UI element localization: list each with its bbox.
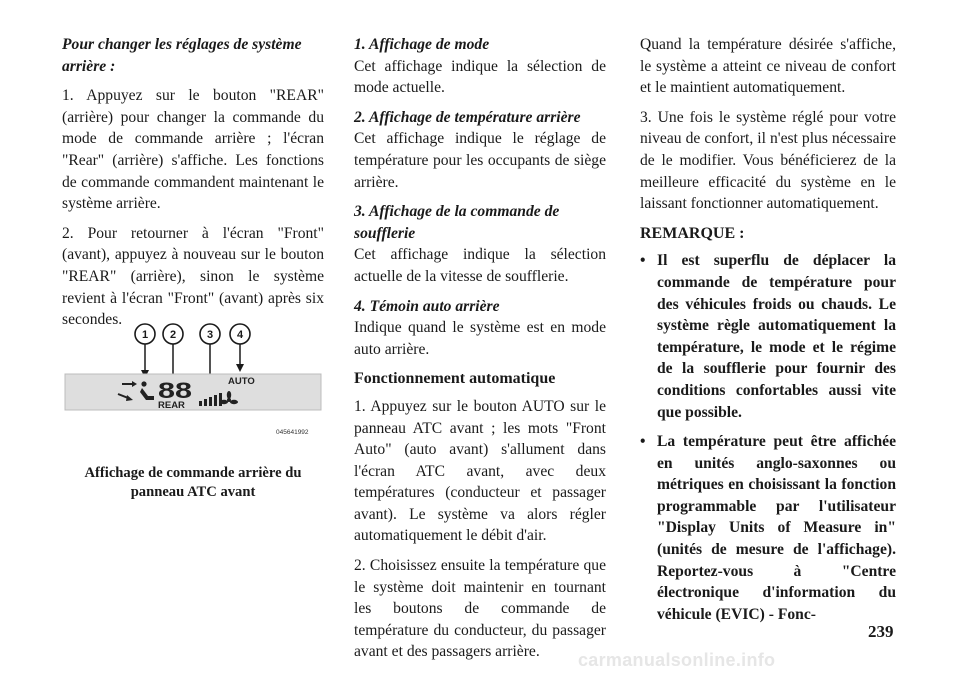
- svg-text:3: 3: [206, 329, 214, 341]
- svg-text:4: 4: [236, 329, 244, 341]
- callout-3: [200, 324, 220, 344]
- remark-list: [640, 250, 896, 625]
- legend-text: Indique quand le système est en mode auto arrière.: [354, 319, 606, 358]
- paragraph: Quand la température désirée s'affiche, le système a atteint ce niveau de confort et le maintient automatiquement.: [640, 36, 896, 97]
- paragraph: 2. Choisissez ensuite la température que le système doit maintenir en tournant les boutons de commande de température du conducteur, du passager avant et des passagers arrière.: [354, 557, 606, 661]
- callout-2: [163, 324, 183, 344]
- legend-heading: 4. Témoin auto arrière: [354, 297, 500, 315]
- paragraph: 2. Pour retourner à l'écran "Front" (avant), appuyez à nouveau sur le bouton "REAR" (arrière), sinon le système revient à l'écran "Front" (avant) après six secondes.: [62, 224, 324, 329]
- legend-item-1: [354, 34, 606, 99]
- rear-label: REAR: [158, 400, 185, 411]
- rear-control-display-figure: [62, 318, 324, 468]
- callout-4: [230, 324, 250, 344]
- legend-text: Cet affichage indique la sélection de mode actuelle.: [354, 57, 606, 97]
- remark-item: • La température peut être affichée en unités anglo-saxonnes ou métriques en choisissant la fonction programmable par l'utilisateur "Display Units of Measure in" (unités de mesure de l'affichage). Reportez-vous à "Centre électronique d'information du véhicule (EVIC) - Fonc-: [640, 431, 896, 625]
- callout-1: [135, 324, 155, 344]
- paragraph: 1. Appuyez sur le bouton AUTO sur le panneau ATC avant ; les mots "Front Auto" (auto avant) s'allument dans l'écran ATC avant, avec deux températures (conducteur et passager avant). Le système va alors régler automatiquement le débit d'air.: [354, 397, 606, 545]
- svg-text:2: 2: [169, 329, 177, 341]
- remark-item: • Il est superflu de déplacer la commande de température pour des véhicules froids ou chauds. Le système règle automatiquement la température, le mode et le régime de la soufflerie pour fournir des conditions confortables aussi vite que possible.: [640, 250, 896, 423]
- rear-temperature-digits: 88: [158, 378, 192, 403]
- atc-display-illustration: [62, 318, 324, 463]
- legend-item-3: [354, 201, 606, 287]
- section-heading: Fonctionnement automatique: [354, 370, 556, 388]
- paragraph: 1. Appuyez sur le bouton "REAR" (arrière) pour changer la commande du mode de commande arrière ; l'écran "Rear" (arrière) s'affiche. Les fonctions de commande commandent maintenant le système arrière.: [62, 87, 324, 213]
- svg-text:1: 1: [141, 329, 149, 341]
- figure-code: 045641992: [276, 429, 309, 436]
- watermark: carmanualsonline.info: [578, 650, 776, 670]
- lcd-panel: [65, 374, 321, 410]
- paragraph: 3. Une fois le système réglé pour votre niveau de confort, il n'est plus nécessaire de le modifier. Vous bénéficierez de la meilleure efficacité du système en le laissant fonctionner automatiquement.: [640, 108, 896, 213]
- auto-indicator: AUTO: [228, 376, 255, 387]
- legend-text: Cet affichage indique la sélection actuelle de la vitesse de soufflerie.: [354, 246, 606, 285]
- legend-heading: 1. Affichage de mode: [354, 36, 490, 53]
- column-middle: [354, 34, 606, 671]
- figure-caption: Affichage de commande arrière du panneau ATC avant: [84, 465, 302, 500]
- legend-item-2: [354, 107, 606, 193]
- section-heading: Pour changer les réglages de système arrière :: [62, 36, 302, 75]
- remark-heading: REMARQUE :: [640, 224, 745, 242]
- legend-heading: 2. Affichage de température arrière: [354, 108, 581, 126]
- legend-heading: 3. Affichage de la commande de soufflerie: [354, 203, 560, 242]
- column-right: [640, 34, 896, 633]
- legend-text: Cet affichage indique le réglage de température pour les occupants de siège arrière.: [354, 130, 606, 191]
- legend-item-4: [354, 296, 606, 361]
- page-number: 239: [868, 622, 894, 641]
- column-left: [62, 34, 324, 339]
